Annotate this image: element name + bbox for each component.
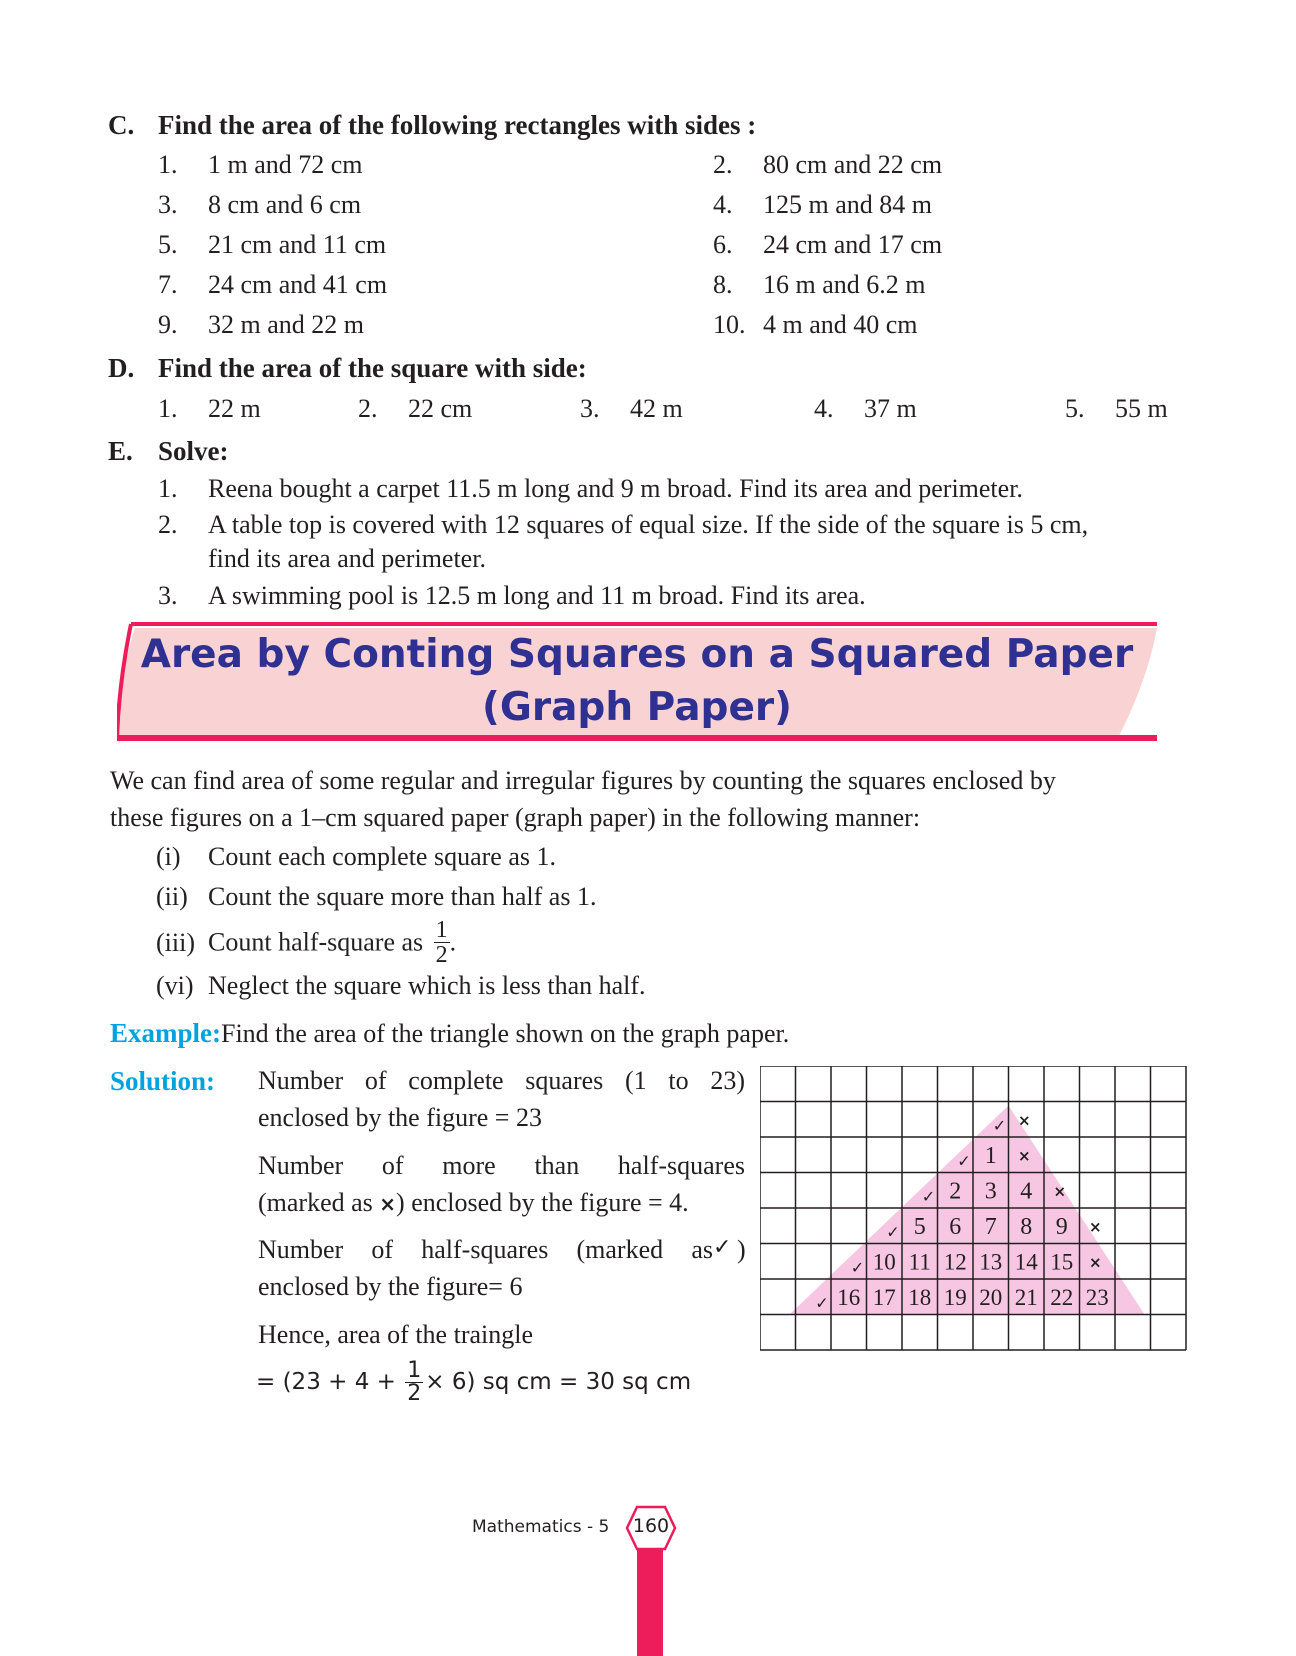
- fraction-one-half: $\frac{1}{2}$: [407, 1358, 422, 1406]
- cross-icon: ×: [1053, 1182, 1067, 1201]
- tick-icon: ✓: [957, 1151, 971, 1171]
- solution-p4: Hence, area of the traingle: [258, 1320, 534, 1349]
- example-label: Example:: [110, 1018, 221, 1048]
- grid-square-number: 19: [943, 1284, 967, 1310]
- list-item: 2. 80 cm and 22 cm: [713, 150, 943, 179]
- list-item: 5. 55 m: [1065, 394, 1168, 423]
- solution-formula: = (23 + 4 + $\frac{1}{2}$ × 6) sq cm = 30 sq cm: [256, 1358, 692, 1406]
- rule-item: (vi) Neglect the square which is less than half.: [156, 971, 646, 1000]
- grid-square-number: 9: [1055, 1213, 1068, 1240]
- solution-p3-line2: enclosed by the figure= 6: [258, 1272, 523, 1301]
- grid-square-number: 10: [872, 1249, 896, 1275]
- solution-p2-line1: Number of more than half-squares: [258, 1151, 745, 1180]
- grid-square-number: 8: [1020, 1213, 1033, 1240]
- graph-paper: [760, 1066, 1188, 1352]
- list-item: 5. 21 cm and 11 cm: [158, 230, 387, 259]
- banner-title-line1: Area by Conting Squares on a Squared Paper: [140, 632, 1134, 677]
- grid-square-number: 12: [943, 1249, 967, 1275]
- list-item: 1. Reena bought a carpet 11.5 m long and 9 m broad. Find its area and perimeter.: [158, 474, 1023, 503]
- list-item: 2. 22 cm: [358, 394, 473, 423]
- grid-square-number: 23: [1085, 1284, 1109, 1310]
- grid-square-number: 3: [984, 1178, 997, 1205]
- grid-square-number: 13: [979, 1249, 1003, 1275]
- list-item: 3. 42 m: [580, 394, 683, 423]
- list-item: 6. 24 cm and 17 cm: [713, 230, 943, 259]
- intro-line-1: We can find area of some regular and irregular figures by counting the squares enclosed by: [110, 766, 1056, 795]
- rule-item: (iii) Count half-square as $\frac{1}{2}$ .: [156, 917, 457, 968]
- tick-icon: ✓: [886, 1222, 900, 1242]
- grid-square-number: 21: [1014, 1284, 1038, 1310]
- grid-square-number: 22: [1050, 1284, 1074, 1310]
- grid-square-number: 1: [984, 1142, 997, 1169]
- cross-icon: ×: [1017, 1111, 1031, 1130]
- grid-square-number: 4: [1020, 1178, 1033, 1205]
- list-item-continuation: find its area and perimeter.: [208, 544, 486, 573]
- banner-title: [117, 628, 1157, 734]
- list-item: 7. 24 cm and 41 cm: [158, 270, 388, 299]
- grid-square-number: 18: [908, 1284, 932, 1310]
- cross-icon: ×: [1088, 1253, 1102, 1272]
- tick-icon: ✓: [992, 1116, 1007, 1135]
- intro-line-2: these figures on a 1–cm squared paper (graph paper) in the following manner:: [110, 803, 921, 832]
- cross-icon: ×: [1017, 1146, 1031, 1165]
- tick-icon: ✓: [850, 1258, 865, 1277]
- cross-icon: ×: [379, 1192, 397, 1216]
- list-item: 4. 37 m: [814, 394, 917, 423]
- tick-icon: ✓: [713, 1235, 732, 1260]
- grid-square-number: 5: [913, 1213, 926, 1240]
- rule-item: (i) Count each complete square as 1.: [156, 842, 556, 871]
- grid-square-number: 16: [837, 1284, 861, 1310]
- tick-icon: ✓: [815, 1293, 829, 1313]
- grid-square-number: 11: [908, 1249, 931, 1275]
- grid-square-number: 15: [1050, 1249, 1074, 1275]
- rule-item: (ii) Count the square more than half as 1.: [156, 882, 597, 911]
- example-text: Find the area of the triangle shown on the graph paper.: [221, 1019, 790, 1048]
- grid-square-number: 14: [1014, 1249, 1038, 1275]
- section-c-title: Find the area of the following rectangles with sides :: [158, 110, 757, 140]
- cross-icon: ×: [1088, 1217, 1102, 1236]
- footer-subject: Mathematics - 5: [472, 1517, 610, 1537]
- grid-square-number: 20: [979, 1284, 1003, 1310]
- grid-square-number: 2: [949, 1178, 962, 1205]
- solution-p1-line1: Number of complete squares (1 to 23): [258, 1066, 745, 1095]
- tick-icon: ✓: [921, 1187, 936, 1206]
- list-item: 9. 32 m and 22 m: [158, 310, 364, 339]
- grid-square-number: 17: [872, 1284, 896, 1310]
- list-item: 3. 8 cm and 6 cm: [158, 190, 362, 219]
- solution-p2-line2: (marked as ×) enclosed by the figure = 4.: [258, 1188, 689, 1217]
- list-item: 8. 16 m and 6.2 m: [713, 270, 926, 299]
- list-item: 2. A table top is covered with 12 squares of equal size. If the side of the square is 5 cm,: [158, 510, 1089, 539]
- list-item: 1. 22 m: [158, 394, 261, 423]
- list-item: 10. 4 m and 40 cm: [713, 310, 918, 339]
- banner-title-line2: (Graph Paper): [482, 685, 792, 730]
- solution-label: Solution:: [110, 1066, 216, 1096]
- section-c-letter: C.: [108, 110, 135, 140]
- list-item: 3. A swimming pool is 12.5 m long and 11 m broad. Find its area.: [158, 581, 866, 610]
- grid-square-number: 6: [949, 1213, 962, 1240]
- example-line: [110, 1020, 789, 1047]
- grid-square-number: 7: [984, 1213, 997, 1240]
- list-item: 1. 1 m and 72 cm: [158, 150, 363, 179]
- solution-p3-line1: Number of half-squares (marked as ✓ ): [258, 1235, 746, 1264]
- section-e-heading: E. Solve:: [108, 436, 229, 466]
- list-item: 4. 125 m and 84 m: [713, 190, 932, 219]
- section-d-heading: D. Find the area of the square with side:: [108, 353, 587, 383]
- fraction-one-half: $\frac{1}{2}$: [435, 917, 448, 968]
- section-c-heading: [108, 112, 756, 139]
- solution-p1-line2: enclosed by the figure = 23: [258, 1103, 542, 1132]
- page-number: 160: [632, 1515, 670, 1537]
